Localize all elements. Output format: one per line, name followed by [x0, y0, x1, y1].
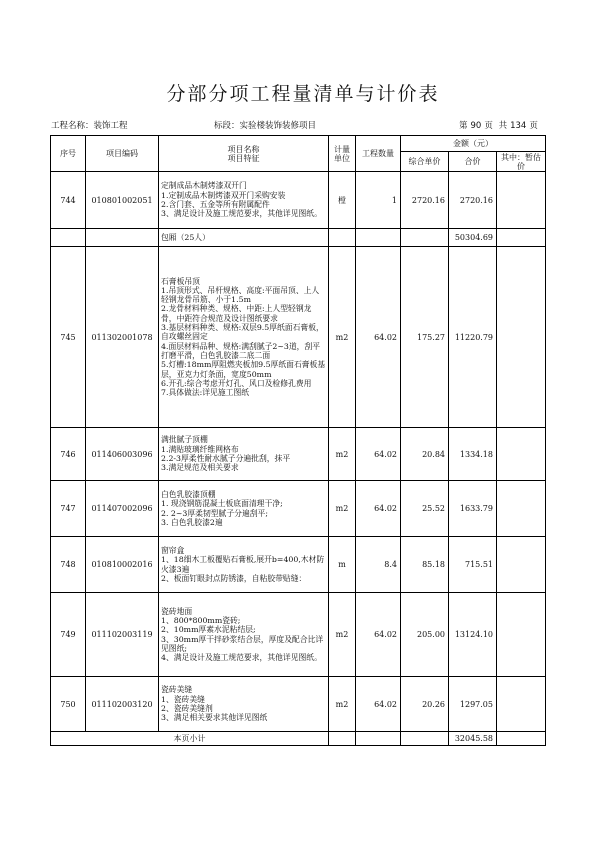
row-code: 011407002096 [86, 481, 159, 537]
row-qty: 64.02 [356, 677, 401, 732]
row-unit: m [329, 537, 356, 593]
page-subtotal-empty [329, 732, 356, 746]
row-total: 715.51 [449, 537, 497, 593]
project-name: 工程名称：装饰工程 [51, 121, 128, 131]
row-unit-price: 20.84 [401, 428, 449, 481]
table-row [51, 537, 546, 593]
row-seq: 748 [51, 537, 86, 593]
row-unit: 樘 [329, 172, 356, 229]
page-subtotal-empty [356, 732, 401, 746]
row-total: 1334.18 [449, 428, 497, 481]
col-qty: 工程数量 [356, 136, 401, 172]
row-description: 瓷砖地面 1、800*800mm瓷砖; 2、10mm厚素水泥粘结层; 3、30mm厚干拌砂浆结合层，厚度及配合比详见图纸; 4、满足设计及施工规范要求，其他详见图纸。 [159, 593, 329, 677]
col-unit: 计量 单位 [329, 136, 356, 172]
row-estimate [497, 172, 546, 229]
row-unit-price: 175.27 [401, 247, 449, 428]
row-code: 011406003096 [86, 428, 159, 481]
table-row [51, 481, 546, 537]
col-amount: 金额（元） [401, 136, 546, 152]
row-seq: 746 [51, 428, 86, 481]
row-estimate [497, 481, 546, 537]
row-code: 011302001078 [86, 247, 159, 428]
page-subtotal-empty [497, 732, 546, 746]
row-total: 11220.79 [449, 247, 497, 428]
row-code: 010810002016 [86, 537, 159, 593]
row-code [86, 229, 159, 247]
bill-table [50, 135, 546, 746]
row-qty: 1 [356, 172, 401, 229]
row-total: 1297.05 [449, 677, 497, 732]
row-seq: 747 [51, 481, 86, 537]
row-unit-price: 2720.16 [401, 172, 449, 229]
col-name-feature: 项目名称 项目特征 [159, 136, 329, 172]
row-estimate [497, 229, 546, 247]
row-description: 窗帘盒 1、18细木工板覆贴石膏板,展开b=400,木材防火漆3遍 2、板面钉眼封点防锈漆，自粘胶带贴缝： [159, 537, 329, 593]
row-seq: 745 [51, 247, 86, 428]
page-subtotal-value: 32045.58 [449, 732, 497, 746]
row-qty [356, 229, 401, 247]
col-total: 合价 [449, 152, 497, 172]
page-label-1: 第 [459, 121, 468, 131]
row-seq: 744 [51, 172, 86, 229]
row-unit-price [401, 229, 449, 247]
row-seq [51, 229, 86, 247]
row-unit [329, 229, 356, 247]
row-description: 定制成品木制烤漆双开门 1.定制成品木制烤漆双开门采购安装 2.含门套、五金等所有附属配件 3、满足设计及施工规范要求，其他详见图纸。 [159, 172, 329, 229]
row-qty: 64.02 [356, 247, 401, 428]
table-row [51, 247, 546, 428]
table-row [51, 593, 546, 677]
row-unit: m2 [329, 247, 356, 428]
row-description: 满批腻子顶棚 1.满贴玻璃纤维网格布 2.2-3厚柔性耐水腻子分遍批刮，抹平 3.满足规范及相关要求 [159, 428, 329, 481]
row-description: 瓷砖美缝 1、瓷砖美缝 2、瓷砖美缝剂 3、满足相关要求其他详见图纸 [159, 677, 329, 732]
row-description: 石膏板吊顶 1.吊顶形式、吊杆规格、高度:平面吊顶、上人轻钢龙骨吊筋、小于1.5m 2.龙骨材料种类、规格、中距:上人型轻钢龙骨，中距符合规范及设计图纸要求 3.基层材料种类、规格:双层9.5厚纸面石膏板，自攻螺丝固定 4.面层材料品种、规格:满刮腻子2~3道，刮平打磨平滑，白色乳胶漆二底二面 5.灯槽:18mm厚阻燃夹板加9.5厚纸面石膏板基层，亚克力灯条面，宽度50mm 6.开孔:综合考虑开灯孔、风口及检修孔费用 7.具体做法:详见施工图纸 [159, 247, 329, 428]
row-code: 011102003119 [86, 593, 159, 677]
page-subtotal-label: 本页小计 [51, 732, 329, 746]
row-total: 50304.69 [449, 229, 497, 247]
page-label-2: 页 [484, 121, 493, 131]
row-unit: m2 [329, 428, 356, 481]
row-estimate [497, 677, 546, 732]
row-estimate [497, 428, 546, 481]
page-title: 分部分项工程量清单与计价表 [166, 83, 440, 105]
table-row [51, 172, 546, 229]
row-total: 2720.16 [449, 172, 497, 229]
table-row [51, 428, 546, 481]
row-unit-price: 85.18 [401, 537, 449, 593]
row-unit: m2 [329, 481, 356, 537]
col-unit-price: 综合单价 [401, 152, 449, 172]
row-qty: 64.02 [356, 481, 401, 537]
row-unit: m2 [329, 593, 356, 677]
row-unit-price: 20.26 [401, 677, 449, 732]
row-seq: 749 [51, 593, 86, 677]
col-code: 项目编码 [86, 136, 159, 172]
page-indicator [459, 119, 541, 131]
row-seq: 750 [51, 677, 86, 732]
row-code: 010801002051 [86, 172, 159, 229]
row-estimate [497, 537, 546, 593]
col-seq: 序号 [51, 136, 86, 172]
row-qty: 8.4 [356, 537, 401, 593]
row-estimate [497, 593, 546, 677]
row-description: 白色乳胶漆顶棚 1. 现浇钢筋混凝土板底面清理干净; 2. 2~3厚柔韧型腻子分遍刮平; 3. 白色乳胶漆2遍 [159, 481, 329, 537]
page-total: 134 [510, 121, 527, 131]
row-qty: 64.02 [356, 593, 401, 677]
page-current: 90 [470, 121, 482, 131]
row-unit-price: 25.52 [401, 481, 449, 537]
row-total: 13124.10 [449, 593, 497, 677]
row-unit-price: 205.00 [401, 593, 449, 677]
table-row [51, 229, 546, 247]
section-label: 标段：实验楼装饰装修项目 [214, 121, 317, 131]
page-subtotal-empty [401, 732, 449, 746]
table-row [51, 677, 546, 732]
row-total: 1633.79 [449, 481, 497, 537]
page-label-3: 共 [498, 121, 508, 131]
row-estimate [497, 247, 546, 428]
row-code: 011102003120 [86, 677, 159, 732]
col-estimate: 其中：暂估价 [497, 152, 546, 172]
row-qty: 64.02 [356, 428, 401, 481]
row-description: 包厢（25人） [159, 229, 329, 247]
page-label-4: 页 [529, 121, 538, 131]
row-unit: m2 [329, 677, 356, 732]
